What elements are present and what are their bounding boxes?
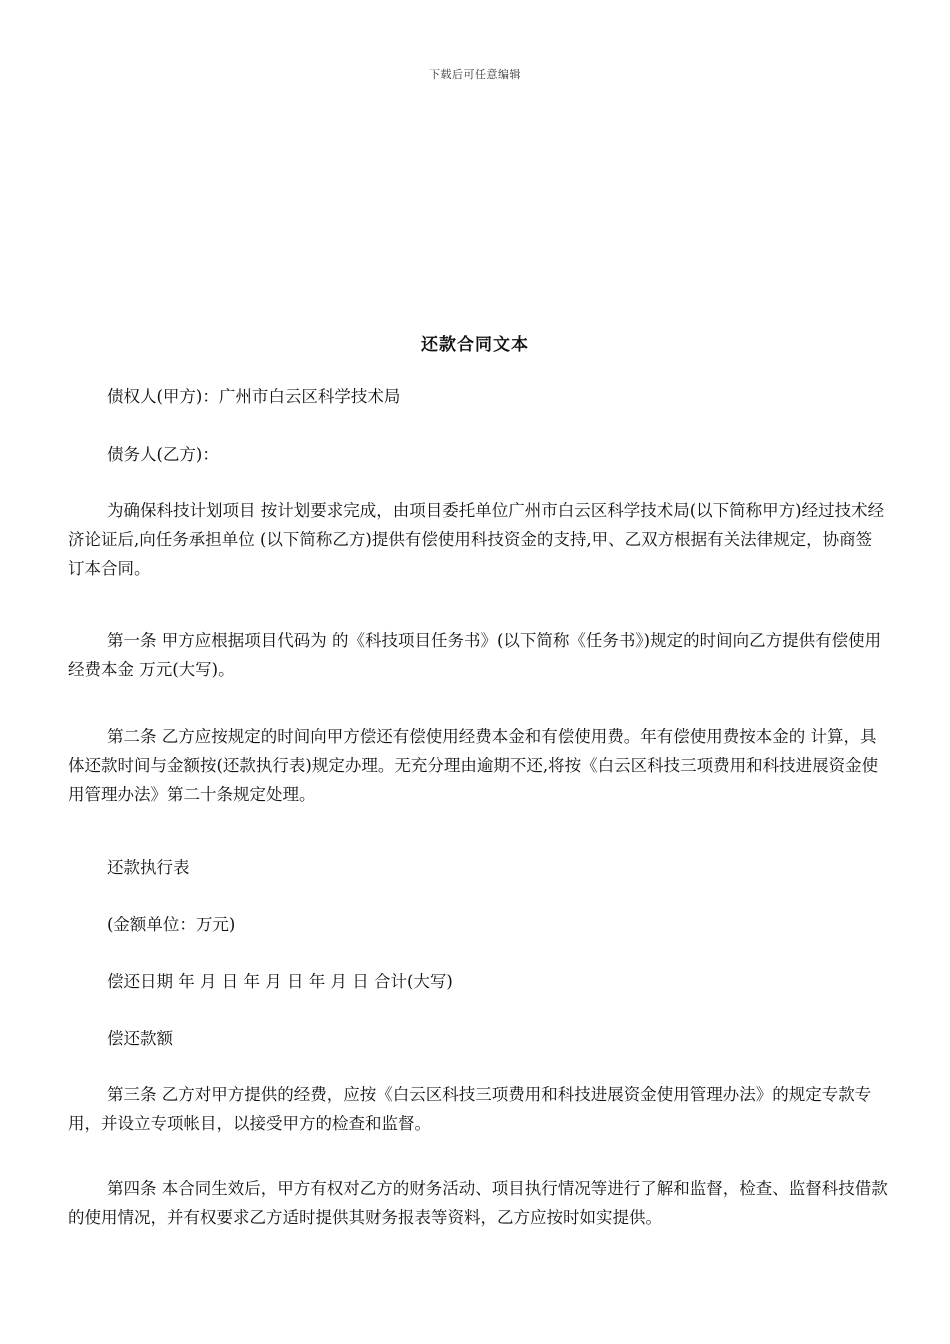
debtor-line: 债务人(乙方)： xyxy=(107,445,219,464)
document-title: 还款合同文本 xyxy=(421,335,529,355)
article-4: 第四条 本合同生效后，甲方有权对乙方的财务活动、项目执行情况等进行了解和监督，检查、监督科技借款的使用情况，并有权要求乙方适时提供其财务报表等资料，乙方应按时如实提供。 xyxy=(68,1179,888,1227)
repayment-amount-row: 偿还款额 xyxy=(107,1029,173,1048)
creditor-line: 债权人(甲方)：广州市白云区科学技术局 xyxy=(107,387,401,406)
article-2: 第二条 乙方应按规定的时间向甲方偿还有偿使用经费本金和有偿使用费。年有偿使用费按本金的 计算，具体还款时间与金额按(还款执行表)规定办理。无充分理由逾期不还,将按《白云区科技三项费用和科技进展资金使用管理办法》第二十条规定处理。 xyxy=(68,727,879,804)
intro-paragraph: 为确保科技计划项目 按计划要求完成，由项目委托单位广州市白云区科学技术局(以下简称甲方)经过技术经济论证后,向任务承担单位 (以下简称乙方)提供有偿使用科技资金的支持,甲、乙双方根据有关法律规定，协商签订本合同。 xyxy=(68,501,885,578)
article-1: 第一条 甲方应根据项目代码为 的《科技项目任务书》(以下简称《任务书》)规定的时间向乙方提供有偿使用经费本金 万元(大写)。 xyxy=(68,631,882,679)
amount-unit-note: (金额单位：万元) xyxy=(107,915,236,934)
repayment-table-title: 还款执行表 xyxy=(107,858,190,877)
article-3: 第三条 乙方对甲方提供的经费，应按《白云区科技三项费用和科技进展资金使用管理办法》的规定专款专用，并设立专项帐目，以接受甲方的检查和监督。 xyxy=(68,1085,872,1133)
header-note: 下载后可任意编辑 xyxy=(429,68,521,81)
repayment-date-row: 偿还日期 年 月 日 年 月 日 年 月 日 合计(大写) xyxy=(107,972,453,991)
